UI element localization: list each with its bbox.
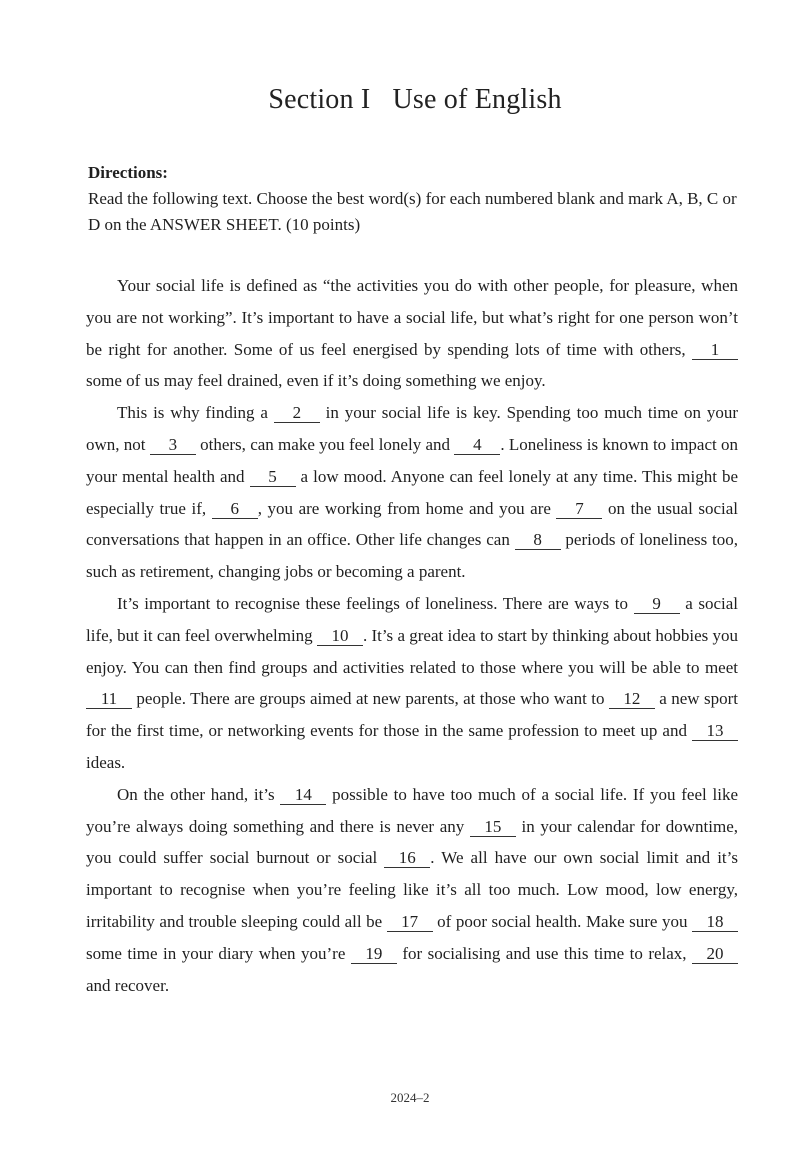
passage-text: a low mood. Anyone can feel lonely at any time. This might be especially true if,: [86, 466, 738, 518]
blank-9[interactable]: 9: [634, 595, 680, 614]
passage-paragraph: [86, 270, 738, 397]
passage-text: others, can make you feel lonely and: [195, 434, 455, 454]
blank-2[interactable]: 2: [274, 404, 320, 423]
passage-paragraph: [86, 397, 738, 588]
passage-paragraph: [86, 779, 738, 1002]
blank-20[interactable]: 20: [692, 945, 738, 964]
passage-text: of poor social health. Make sure you: [432, 911, 692, 931]
blank-11[interactable]: 11: [86, 690, 132, 709]
blank-15[interactable]: 15: [470, 818, 516, 837]
passage-text: periods of loneliness too, such as retirement, changing jobs or becoming a parent.: [86, 530, 739, 582]
passage-text: On the other hand, it’s: [117, 784, 281, 804]
passage-text: , you are working from home and you are: [257, 498, 557, 518]
passage-text: a new sport for the first time, or networking events for those in the same profession to meet up and: [86, 689, 738, 741]
passage-text: ideas.: [86, 752, 126, 772]
directions-heading: Directions:: [88, 163, 168, 182]
section-title: [0, 84, 800, 116]
passage-text: some of us may feel drained, even if it’s doing something we enjoy.: [86, 371, 546, 391]
blank-17[interactable]: 17: [387, 913, 433, 932]
passage-text: some time in your diary when you’re: [86, 943, 351, 963]
blank-8[interactable]: 8: [515, 531, 561, 550]
passage-text: people. There are groups aimed at new parents, at those who want to: [132, 689, 609, 709]
passage-text: possible to have too much of a social life. If you feel like you’re always doing something and there is never any: [86, 784, 738, 836]
passage-text: Your social life is defined as “the activities you do with other people, for pleasure, when you are not working”. It’s important to have a social life, but what’s right for one person won’t be right for another. Some of us feel energised by spending lots of time with others,: [86, 276, 738, 359]
blank-19[interactable]: 19: [351, 945, 397, 964]
passage-text: . Loneliness is known to impact on your mental health and: [86, 434, 739, 486]
blank-18[interactable]: 18: [692, 913, 738, 932]
passage-text: . It’s a great idea to start by thinking about hobbies you enjoy. You can then find groups and activities related to those where you will be able to meet: [86, 625, 738, 677]
passage-text: in your calendar for downtime, you could suffer social burnout or social: [86, 816, 738, 868]
blank-16[interactable]: 16: [384, 849, 430, 868]
passage-text: for socialising and use this time to relax,: [396, 943, 693, 963]
blank-4[interactable]: 4: [454, 436, 500, 455]
passage-paragraph: [86, 588, 738, 779]
passage-text: It’s important to recognise these feelings of loneliness. There are ways to: [117, 593, 634, 613]
blank-10[interactable]: 10: [317, 627, 363, 646]
passage-text: and recover.: [86, 975, 170, 995]
blank-13[interactable]: 13: [692, 722, 738, 741]
blank-6[interactable]: 6: [212, 500, 258, 519]
cloze-passage: [86, 270, 738, 1001]
passage-text: in your social life is key. Spending too much time on your own, not: [86, 403, 738, 454]
blank-5[interactable]: 5: [250, 468, 296, 487]
directions-text: Read the following text. Choose the best word(s) for each numbered blank and mark A, B, C or D on the ANSWER SHEET. (10 points): [88, 189, 737, 234]
blank-1[interactable]: 1: [692, 341, 738, 360]
blank-7[interactable]: 7: [556, 500, 602, 519]
directions-block: [88, 160, 748, 238]
passage-text: on the usual social conversations that happen in an office. Other life changes can: [86, 498, 739, 550]
section-name: Use of English: [392, 84, 562, 115]
blank-12[interactable]: 12: [609, 690, 655, 709]
blank-14[interactable]: 14: [280, 786, 326, 805]
blank-3[interactable]: 3: [150, 436, 196, 455]
passage-text: . We all have our own social limit and it’s important to recognise when you’re feeling like it’s all too much. Low mood, low energy, irritability and trouble sleeping could all be: [86, 848, 738, 931]
section-number: Section I: [268, 84, 371, 115]
page-footer: 2024–2: [390, 1090, 430, 1105]
passage-text: a social life, but it can feel overwhelming: [86, 593, 738, 645]
passage-text: This is why finding a: [117, 403, 274, 423]
